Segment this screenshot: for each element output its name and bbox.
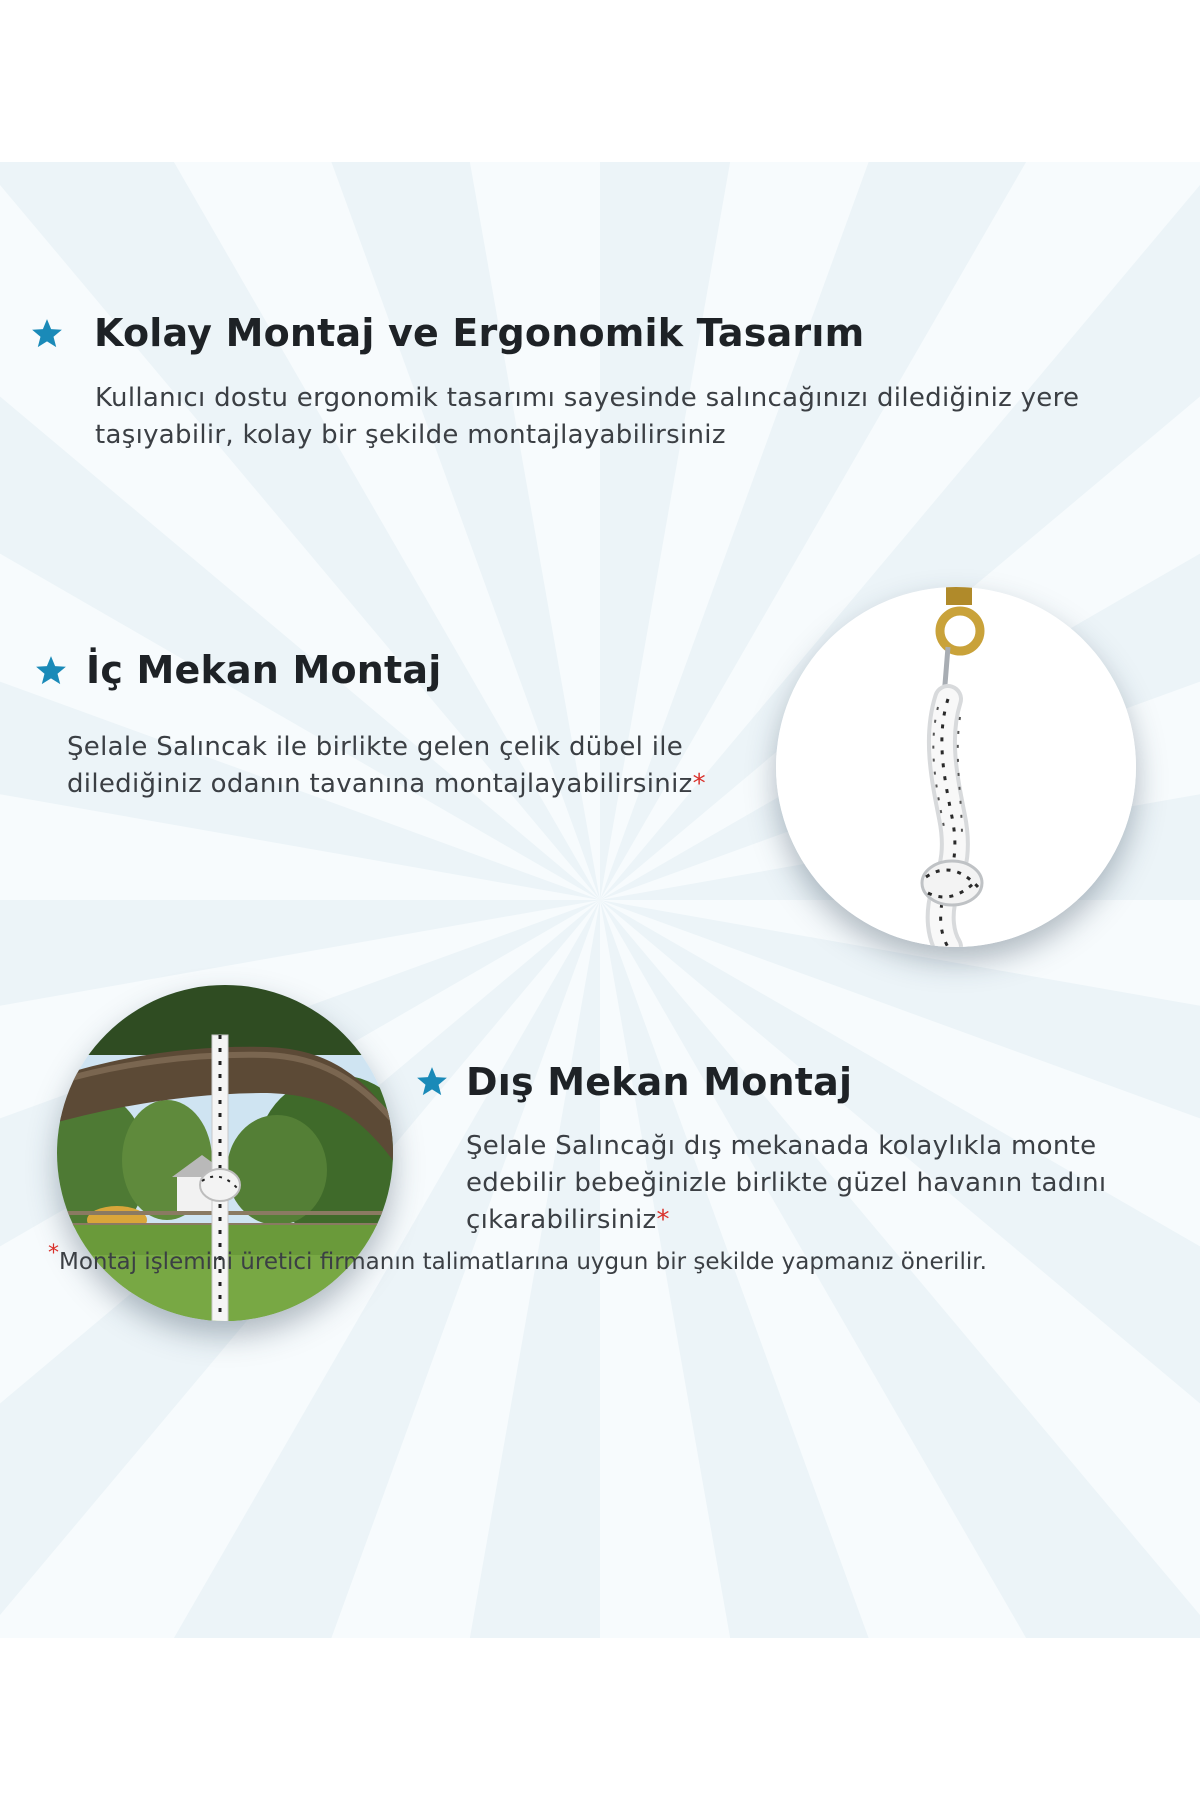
description-line: dilediğiniz odanın tavanına montajlayabilirsiniz*: [67, 769, 706, 799]
section-title-indoor-mount: İç Mekan Montaj: [86, 648, 442, 692]
footnote-text: Montaj işlemini üretici firmanın talimatlarına uygun bir şekilde yapmanız önerilir.: [59, 1249, 987, 1275]
star-icon: [415, 1065, 449, 1099]
description-line: Şelale Salıncak ile birlikte gelen çelik dübel ile: [67, 732, 684, 762]
asterisk-mark: *: [692, 769, 706, 799]
assembly-footnote: [48, 1241, 987, 1275]
rope-with-ceiling-hook-photo: [776, 587, 1136, 947]
section-description-indoor-mount: [67, 729, 706, 803]
section-description-easy-assembly: [95, 380, 1079, 454]
section-title-easy-assembly: Kolay Montaj ve Ergonomik Tasarım: [94, 311, 865, 355]
section-description-outdoor-mount: [466, 1128, 1106, 1239]
asterisk-mark: *: [656, 1205, 670, 1235]
section-title-outdoor-mount: Dış Mekan Montaj: [466, 1060, 853, 1104]
asterisk-mark: *: [48, 1241, 59, 1266]
description-line: Şelale Salıncağı dış mekanada kolaylıkla monte: [466, 1131, 1097, 1161]
description-line: edebilir bebeğinizle birlikte güzel havanın tadını: [466, 1168, 1107, 1198]
description-line: çıkarabilirsiniz*: [466, 1205, 670, 1235]
star-icon: [34, 654, 68, 688]
star-icon: [30, 317, 64, 351]
description-line: taşıyabilir, kolay bir şekilde montajlayabilirsiniz: [95, 420, 726, 450]
description-line: Kullanıcı dostu ergonomik tasarımı sayesinde salıncağınızı dilediğiniz yere: [95, 383, 1080, 413]
